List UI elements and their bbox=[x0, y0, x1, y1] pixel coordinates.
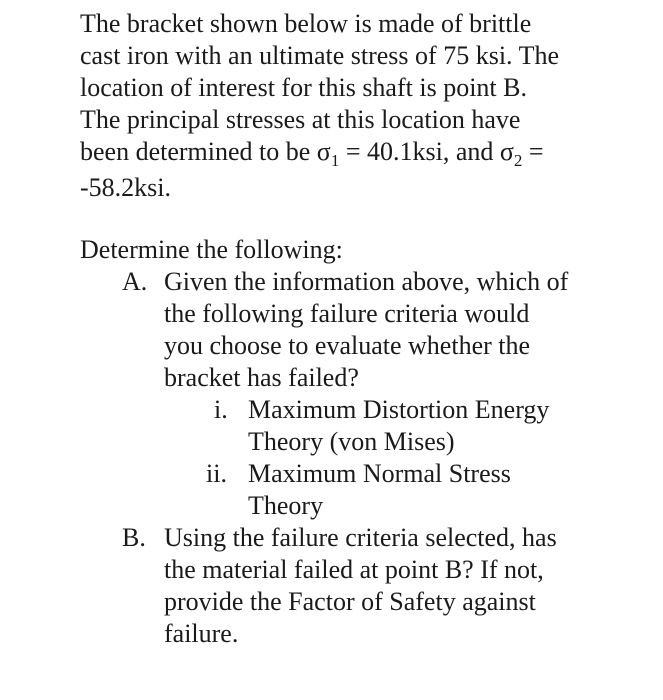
problem-document bbox=[80, 8, 640, 650]
statement-line: -58.2ksi. bbox=[80, 173, 171, 202]
problem-statement bbox=[80, 8, 640, 204]
principal-stress-line bbox=[80, 136, 640, 168]
item-line: you choose to evaluate whether the bbox=[164, 331, 531, 360]
option-line: Theory (von Mises) bbox=[248, 427, 455, 456]
stress-text-post: = bbox=[522, 137, 544, 166]
item-marker: A. bbox=[122, 267, 148, 296]
option-line: Maximum Distortion Energy bbox=[248, 395, 550, 424]
task-item-b bbox=[80, 522, 640, 650]
statement-line: The bracket shown below is made of brittle bbox=[80, 9, 532, 38]
task-heading: Determine the following: bbox=[80, 235, 343, 264]
option-i bbox=[80, 394, 640, 458]
option-line: Theory bbox=[248, 491, 324, 520]
sigma-2-subscript: 2 bbox=[513, 151, 523, 170]
option-marker: ii. bbox=[206, 459, 227, 488]
item-marker: B. bbox=[122, 523, 146, 552]
option-ii bbox=[80, 458, 640, 522]
paragraph-gap bbox=[80, 204, 640, 234]
item-line: bracket has failed? bbox=[164, 363, 359, 392]
option-line: Maximum Normal Stress bbox=[248, 459, 511, 488]
statement-line: cast iron with an ultimate stress of 75 ksi. The bbox=[80, 41, 559, 70]
item-line: Using the failure criteria selected, has bbox=[164, 523, 557, 552]
stress-text-pre: been determined to be σ bbox=[80, 137, 331, 166]
item-text bbox=[164, 266, 640, 394]
task-list bbox=[80, 266, 640, 650]
item-text bbox=[164, 522, 640, 650]
stress-text-mid: = 40.1ksi, and σ bbox=[339, 137, 514, 166]
item-line: Given the information above, which of bbox=[164, 267, 569, 296]
task-section bbox=[80, 234, 640, 650]
item-line: failure. bbox=[164, 619, 239, 648]
item-line: provide the Factor of Safety against bbox=[164, 587, 536, 616]
item-line: the following failure criteria would bbox=[164, 299, 530, 328]
option-text bbox=[248, 394, 640, 458]
option-marker: i. bbox=[214, 395, 228, 424]
item-line: the material failed at point B? If not, bbox=[164, 555, 544, 584]
sigma-1-subscript: 1 bbox=[330, 151, 340, 170]
task-item-a bbox=[80, 266, 640, 522]
statement-line: The principal stresses at this location have bbox=[80, 105, 521, 134]
statement-line: location of interest for this shaft is point B. bbox=[80, 73, 527, 102]
option-text bbox=[248, 458, 640, 522]
